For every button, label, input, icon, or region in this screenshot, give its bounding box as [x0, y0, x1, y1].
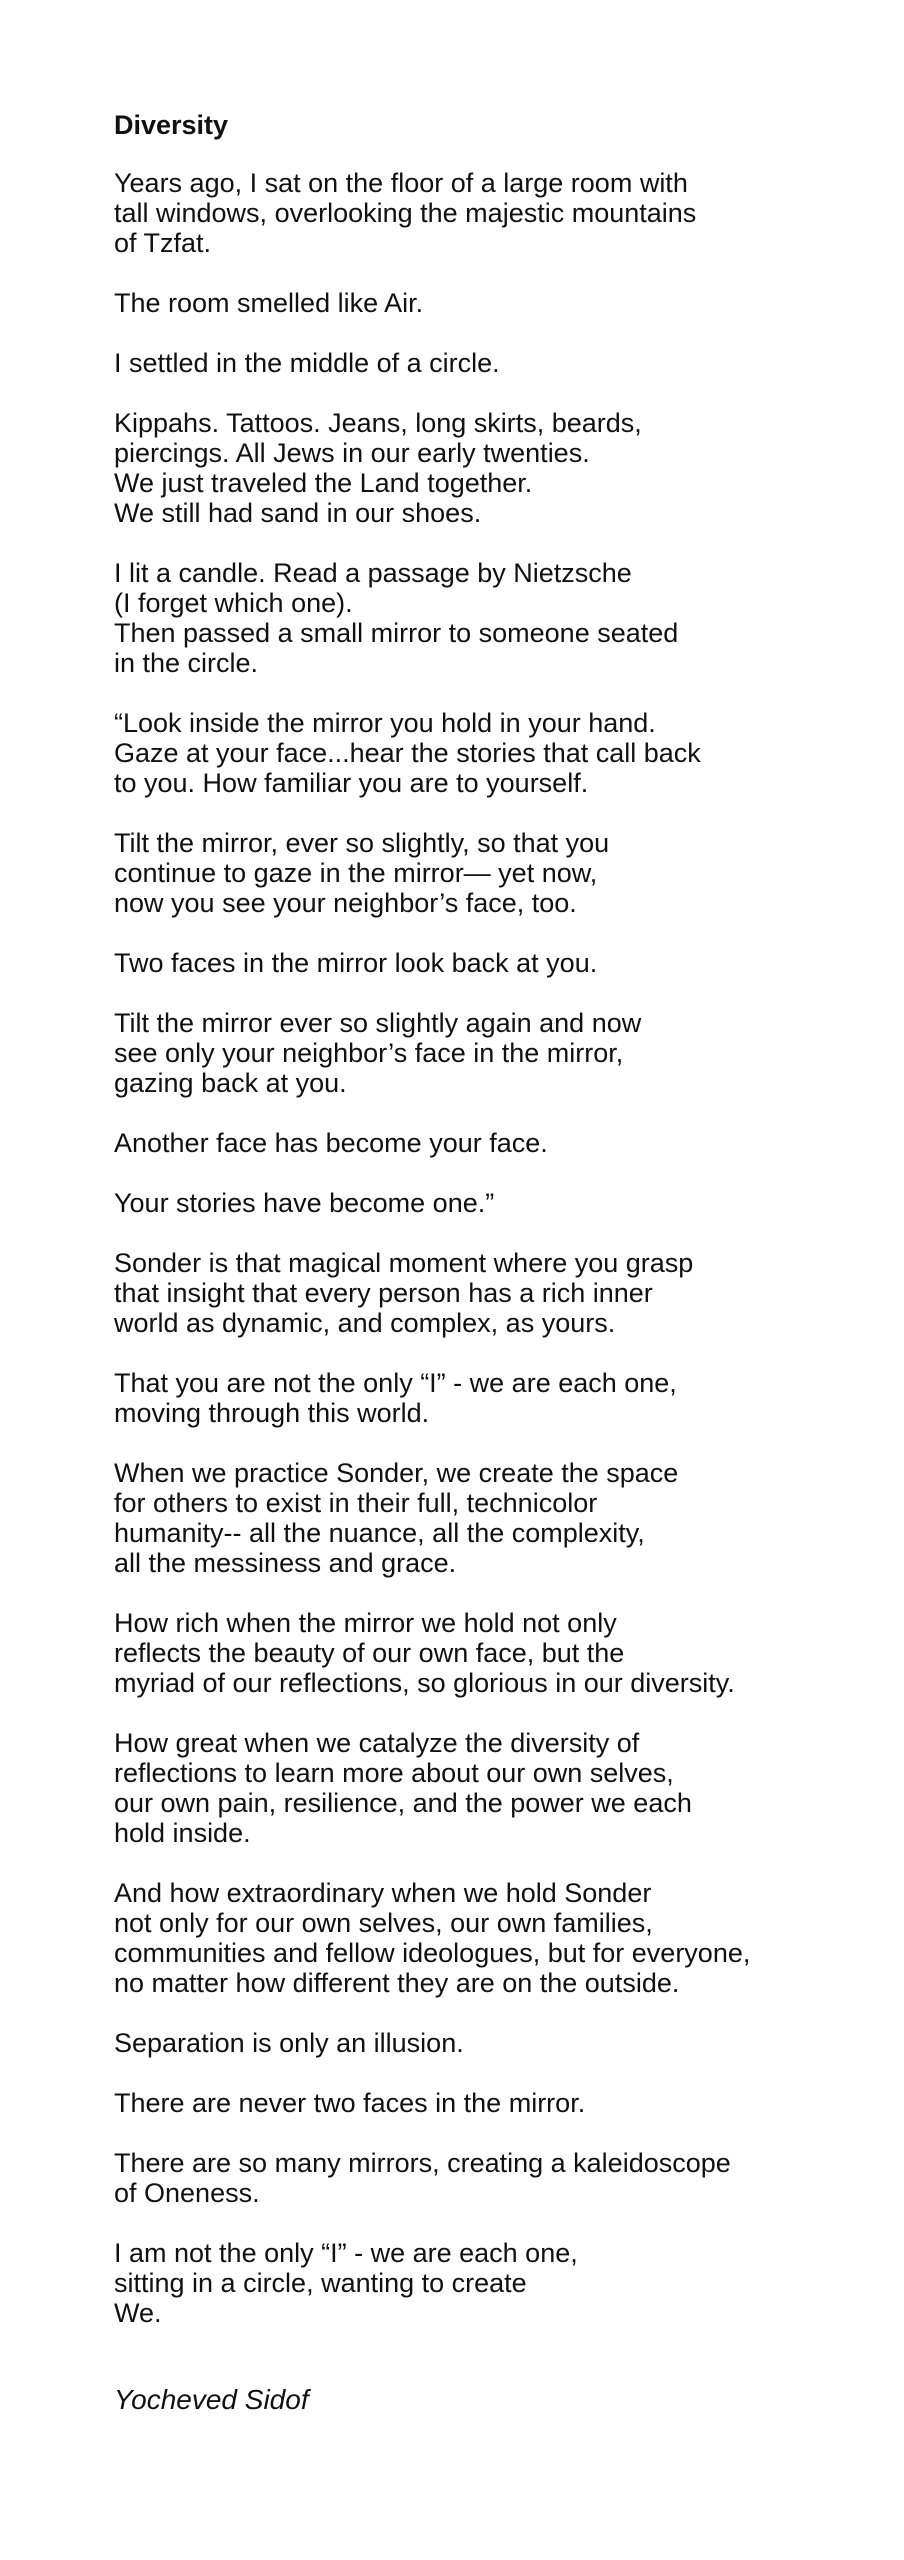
stanza	[114, 2148, 894, 2208]
poem-line: not only for our own selves, our own families,	[114, 1908, 653, 1938]
poem-line: The room smelled like Air.	[114, 288, 424, 318]
poem-line: in the circle.	[114, 648, 259, 678]
stanza	[114, 2238, 894, 2328]
stanza	[114, 1128, 894, 1158]
stanza	[114, 168, 894, 258]
stanza	[114, 1188, 894, 1218]
poem-line: Another face has become your face.	[114, 1128, 548, 1158]
poem-line: When we practice Sonder, we create the space	[114, 1458, 679, 1488]
poem-line: Sonder is that magical moment where you grasp	[114, 1248, 694, 1278]
poem-line: of Tzfat.	[114, 228, 212, 258]
poem-line: communities and fellow ideologues, but for everyone,	[114, 1938, 751, 1968]
poem-line: piercings. All Jews in our early twenties.	[114, 438, 590, 468]
poem-line: Kippahs. Tattoos. Jeans, long skirts, beards,	[114, 408, 642, 438]
poem-line: now you see your neighbor’s face, too.	[114, 888, 577, 918]
poem-line: myriad of our reflections, so glorious in our diversity.	[114, 1668, 735, 1698]
poem-line: reflections to learn more about our own selves,	[114, 1758, 674, 1788]
stanza	[114, 1878, 894, 1998]
poem-line: Separation is only an illusion.	[114, 2028, 464, 2058]
poem-line: humanity-- all the nuance, all the complexity,	[114, 1518, 645, 1548]
poem-line: see only your neighbor’s face in the mirror,	[114, 1038, 624, 1068]
poem-line: Your stories have become one.”	[114, 1188, 495, 1218]
author-signature: Yocheved Sidof	[114, 2384, 309, 2415]
poem-line: of Oneness.	[114, 2178, 260, 2208]
poem-line: our own pain, resilience, and the power we each	[114, 1788, 692, 1818]
poem-line: gazing back at you.	[114, 1068, 347, 1098]
stanza	[114, 2028, 894, 2058]
stanza	[114, 2088, 894, 2118]
poem-line: reflects the beauty of our own face, but the	[114, 1638, 625, 1668]
stanza	[114, 408, 894, 528]
poem-line: There are so many mirrors, creating a kaleidoscope	[114, 2148, 731, 2178]
stanza	[114, 1368, 894, 1428]
poem-title: Diversity	[114, 110, 229, 140]
stanza	[114, 1008, 894, 1098]
poem-line: I lit a candle. Read a passage by Nietzsche	[114, 558, 632, 588]
stanza	[114, 948, 894, 978]
stanza	[114, 1458, 894, 1578]
poem-line: How great when we catalyze the diversity of	[114, 1728, 640, 1758]
poem-line: “Look inside the mirror you hold in your hand.	[114, 708, 656, 738]
poem-line: We still had sand in our shoes.	[114, 498, 482, 528]
poem-line: Then passed a small mirror to someone seated	[114, 618, 679, 648]
poem-body	[114, 168, 894, 2328]
stanza	[114, 1728, 894, 1848]
poem-line: moving through this world.	[114, 1398, 430, 1428]
poem-line: We.	[114, 2298, 162, 2328]
poem-line: sitting in a circle, wanting to create	[114, 2268, 527, 2298]
poem-line: continue to gaze in the mirror— yet now,	[114, 858, 598, 888]
poem-line: How rich when the mirror we hold not only	[114, 1608, 617, 1638]
poem-line: all the messiness and grace.	[114, 1548, 457, 1578]
stanza	[114, 708, 894, 798]
poem-line: Tilt the mirror ever so slightly again and now	[114, 1008, 642, 1038]
poem-line: no matter how different they are on the outside.	[114, 1968, 680, 1998]
poem	[114, 110, 894, 2416]
poem-line: world as dynamic, and complex, as yours.	[114, 1308, 616, 1338]
poem-line: for others to exist in their full, technicolor	[114, 1488, 598, 1518]
stanza	[114, 828, 894, 918]
poem-line: I am not the only “I” - we are each one,	[114, 2238, 578, 2268]
poem-line: That you are not the only “I” - we are each one,	[114, 1368, 677, 1398]
stanza	[114, 1248, 894, 1338]
poem-line: tall windows, overlooking the majestic mountains	[114, 198, 697, 228]
stanza	[114, 558, 894, 678]
poem-line: And how extraordinary when we hold Sonder	[114, 1878, 652, 1908]
poem-line: that insight that every person has a rich inner	[114, 1278, 653, 1308]
poem-line: We just traveled the Land together.	[114, 468, 533, 498]
poem-line: hold inside.	[114, 1818, 251, 1848]
poem-line: Tilt the mirror, ever so slightly, so that you	[114, 828, 610, 858]
stanza	[114, 288, 894, 318]
stanza	[114, 348, 894, 378]
poem-line: I settled in the middle of a circle.	[114, 348, 500, 378]
stanza	[114, 1608, 894, 1698]
poem-line: to you. How familiar you are to yourself.	[114, 768, 589, 798]
poem-line: Gaze at your face...hear the stories that call back	[114, 738, 701, 768]
poem-line: (I forget which one).	[114, 588, 353, 618]
poem-line: Years ago, I sat on the floor of a large room with	[114, 168, 688, 198]
poem-line: There are never two faces in the mirror.	[114, 2088, 586, 2118]
poem-line: Two faces in the mirror look back at you.	[114, 948, 598, 978]
